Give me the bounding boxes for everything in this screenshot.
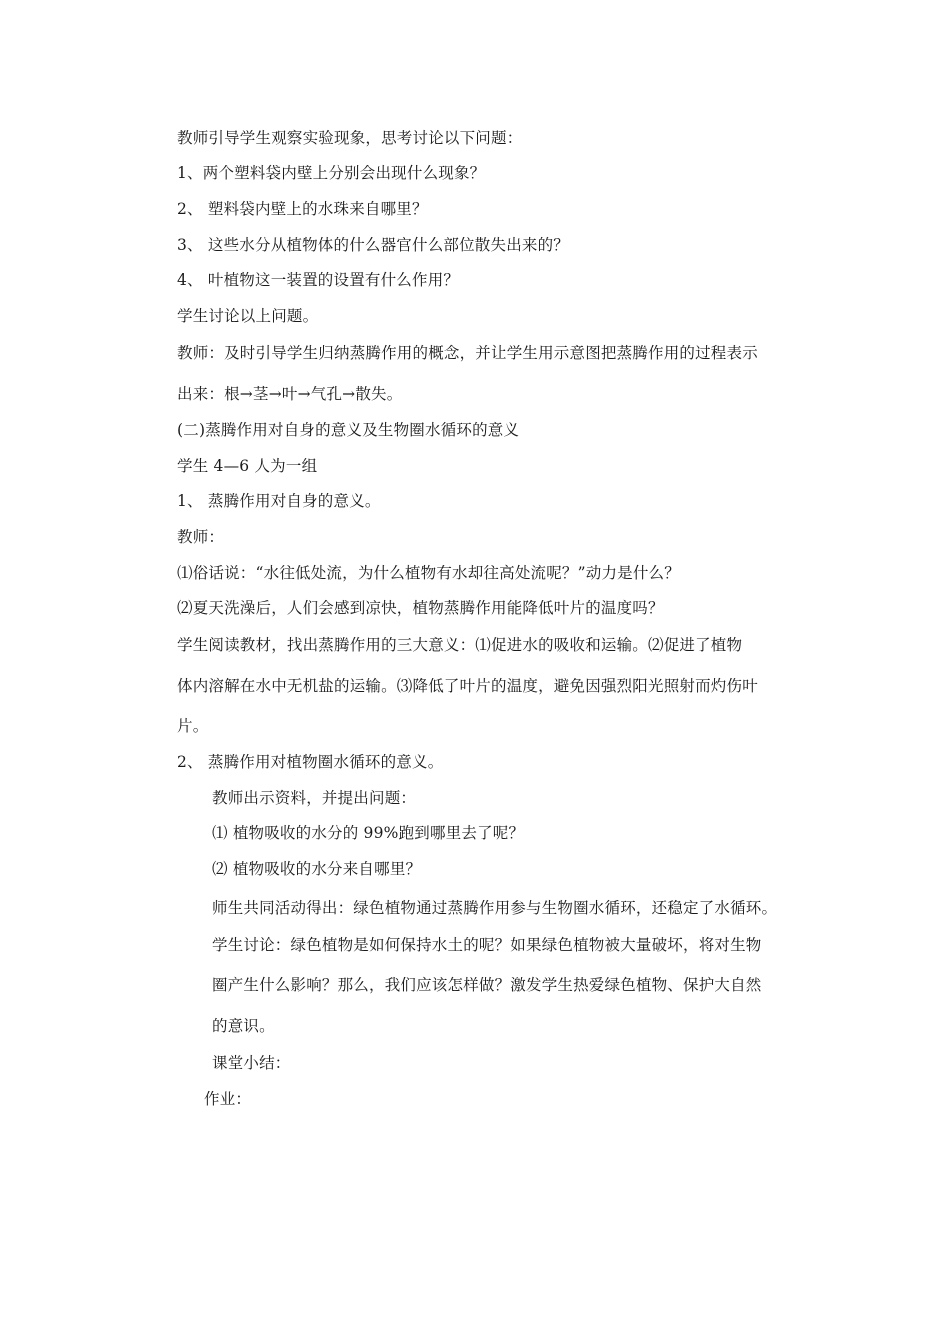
- text-line: ⑵夏天洗澡后，人们会感到凉快，植物蒸腾作用能降低叶片的温度吗？: [177, 599, 664, 617]
- section-heading: (二)蒸腾作用对自身的意义及生物圈水循环的意义: [177, 421, 520, 439]
- text-line: 学生讨论以上问题。: [177, 307, 319, 325]
- text-line: 课堂小结：: [212, 1054, 291, 1072]
- text-line: 1、 蒸腾作用对自身的意义。: [177, 492, 381, 510]
- text-line: 2、 塑料袋内壁上的水珠来自哪里？: [177, 200, 428, 218]
- text-line: 4、 叶植物这一装置的设置有什么作用？: [177, 271, 460, 289]
- text-line: 学生阅读教材，找出蒸腾作用的三大意义：⑴促进水的吸收和运输。⑵促进了植物: [177, 636, 743, 654]
- text-line: 1、两个塑料袋内壁上分别会出现什么现象？: [177, 164, 486, 182]
- text-line: 体内溶解在水中无机盐的运输。⑶降低了叶片的温度，避免因强烈阳光照射而灼伤叶: [177, 677, 758, 695]
- text-line: 教师引导学生观察实验现象，思考讨论以下问题：: [177, 129, 523, 147]
- text-line: 学生讨论：绿色植物是如何保持水土的呢？如果绿色植物被大量破坏，将对生物: [212, 936, 762, 954]
- text-line: 3、 这些水分从植物体的什么器官什么部位散失出来的？: [177, 236, 569, 254]
- text-line: 教师：: [177, 528, 225, 546]
- text-line: ⑴俗话说：“水往低处流，为什么植物有水却往高处流呢？”动力是什么？: [177, 564, 680, 582]
- text-line: 片。: [177, 717, 209, 735]
- text-line: 的意识。: [212, 1017, 275, 1035]
- text-line: 出来：根→茎→叶→气孔→散失。: [177, 385, 403, 403]
- text-line: 圈产生什么影响？那么，我们应该怎样做？激发学生热爱绿色植物、保护大自然: [212, 976, 762, 994]
- text-line: 学生 4—6 人为一组: [177, 457, 318, 475]
- text-line: 教师：及时引导学生归纳蒸腾作用的概念，并让学生用示意图把蒸腾作用的过程表示: [177, 344, 758, 362]
- text-line: ⑵ 植物吸收的水分来自哪里？: [212, 860, 422, 878]
- text-line: ⑴ 植物吸收的水分的 99%跑到哪里去了呢？: [212, 824, 525, 842]
- text-line: 教师出示资料，并提出问题：: [212, 789, 417, 807]
- text-line: 作业：: [204, 1090, 252, 1108]
- text-line: 师生共同活动得出：绿色植物通过蒸腾作用参与生物圈水循环，还稳定了水循环。: [212, 899, 778, 917]
- text-line: 2、 蒸腾作用对植物圈水循环的意义。: [177, 753, 444, 771]
